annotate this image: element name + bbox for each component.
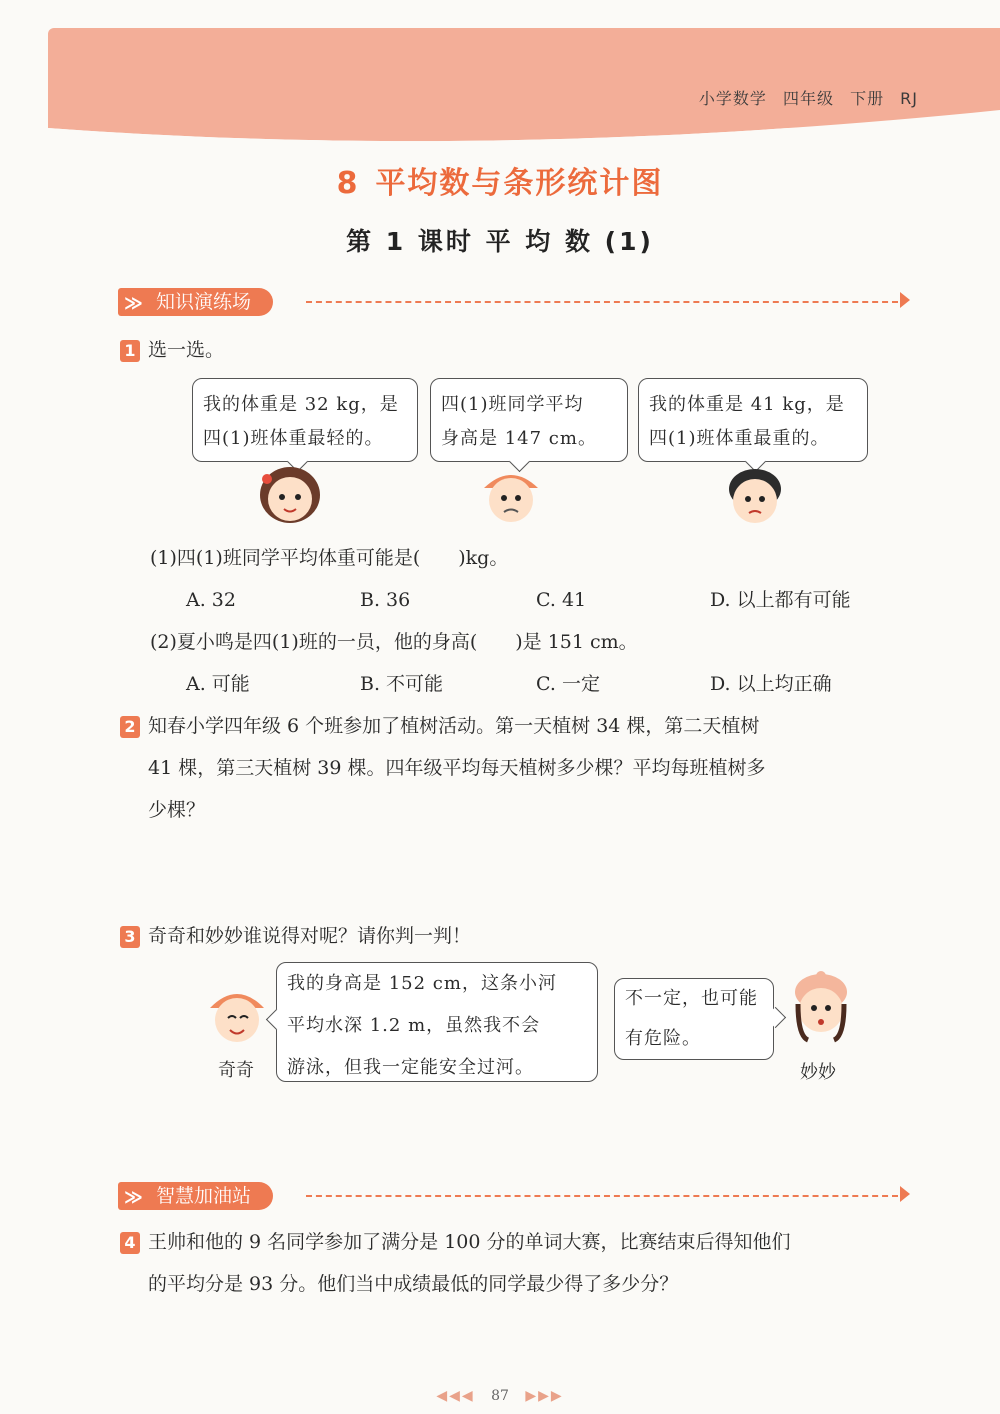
section-challenge-tag xyxy=(118,1182,273,1210)
question-2-line-1 xyxy=(120,706,759,746)
question-2-line-3: 少棵？ xyxy=(148,799,206,821)
section-divider-line xyxy=(306,301,898,303)
option-c[interactable]: C. 一定 xyxy=(536,673,600,695)
question-4-line-1 xyxy=(120,1222,791,1262)
bubble-line: 游泳，但我一定能安全过河。 xyxy=(287,1057,534,1078)
option-b[interactable]: B. 不可能 xyxy=(360,673,444,695)
boy-cap-cartoon-icon xyxy=(476,462,546,526)
speech-bubble-miaomiao xyxy=(614,978,774,1060)
bubble-line: 四(1)班体重最重的。 xyxy=(649,428,830,449)
question-1-part-1: (1)四(1)班同学平均体重可能是( )kg。 xyxy=(150,547,509,569)
question-text: 王帅和他的 9 名同学参加了满分是 100 分的单词大赛，比赛结束后得知他们 xyxy=(148,1231,791,1253)
arrow-right-icon xyxy=(900,292,910,308)
speech-bubble-boy xyxy=(430,378,628,462)
bubble-line: 我的体重是 32 kg，是 xyxy=(203,394,399,415)
section-challenge-label: 智慧加油站 xyxy=(156,1185,252,1207)
page-footer xyxy=(0,1388,1000,1404)
bubble-line: 四(1)班同学平均 xyxy=(441,394,584,415)
bubble-line: 有危险。 xyxy=(625,1028,701,1049)
section-divider-line xyxy=(306,1195,898,1197)
running-figure-icon: ≫ xyxy=(124,1187,143,1208)
question-number-badge: 3 xyxy=(120,926,140,948)
question-text: 知春小学四年级 6 个班参加了植树活动。第一天植树 34 棵，第二天植树 xyxy=(148,715,760,737)
speech-bubble-boy2 xyxy=(638,378,868,462)
page-number: 87 xyxy=(491,1388,509,1404)
option-a[interactable]: A. 可能 xyxy=(186,673,250,695)
question-number-badge: 2 xyxy=(120,716,140,738)
question-text: 选一选。 xyxy=(148,339,225,361)
boy-cartoon-icon xyxy=(722,465,788,527)
question-number-badge: 1 xyxy=(120,340,140,362)
bubble-line: 我的身高是 152 cm，这条小河 xyxy=(287,973,557,994)
section-practice-tag xyxy=(118,288,273,316)
book-series-label: 小学数学 四年级 下册 RJ xyxy=(698,89,918,108)
lesson-title: 第 1 课时 平 均 数 (1) xyxy=(346,227,654,256)
chapter-title xyxy=(0,158,1000,202)
section-practice-bar xyxy=(118,288,918,318)
question-2-line-2: 41 棵，第三天植树 39 棵。四年级平均每天植树多少棵？平均每班植树多 xyxy=(148,757,766,779)
option-c[interactable]: C. 41 xyxy=(536,589,587,611)
bubble-line: 身高是 147 cm。 xyxy=(441,428,597,449)
decorative-triangles-icon: ▶▶▶ xyxy=(525,1388,564,1404)
section-practice-label: 知识演练场 xyxy=(156,291,252,313)
bubble-line: 四(1)班体重最轻的。 xyxy=(203,428,384,449)
header-wave xyxy=(48,70,1000,150)
decorative-triangles-icon: ◀◀◀ xyxy=(436,1388,475,1404)
chapter-name: 平均数与条形统计图 xyxy=(375,166,664,201)
speech-bubble-qiqi xyxy=(276,962,598,1082)
character-name-miaomiao: 妙妙 xyxy=(800,1062,836,1083)
chapter-number: 8 xyxy=(336,166,360,201)
qiqi-cartoon-icon xyxy=(204,980,270,1046)
option-d[interactable]: D. 以上均正确 xyxy=(710,673,832,695)
option-d[interactable]: D. 以上都有可能 xyxy=(710,589,851,611)
question-number-badge: 4 xyxy=(120,1232,140,1254)
speech-bubble-girl xyxy=(192,378,418,462)
question-4-line-2: 的平均分是 93 分。他们当中成绩最低的同学最少得了多少分？ xyxy=(148,1273,679,1295)
girl-cartoon-icon xyxy=(255,465,325,527)
question-text: 奇奇和妙妙谁说得对呢？请你判一判！ xyxy=(148,925,472,947)
option-a[interactable]: A. 32 xyxy=(186,589,236,611)
bubble-line: 不一定，也可能 xyxy=(625,988,758,1009)
question-3-prompt xyxy=(120,916,471,956)
arrow-right-icon xyxy=(900,1186,910,1202)
bubble-line: 平均水深 1.2 m，虽然我不会 xyxy=(287,1015,541,1036)
option-b[interactable]: B. 36 xyxy=(360,589,411,611)
bubble-line: 我的体重是 41 kg，是 xyxy=(649,394,845,415)
character-name-qiqi: 奇奇 xyxy=(218,1060,254,1081)
running-figure-icon: ≫ xyxy=(124,293,143,314)
question-1-part-2: (2)夏小鸣是四(1)班的一员，他的身高( )是 151 cm。 xyxy=(150,631,638,653)
section-challenge-bar xyxy=(118,1182,918,1212)
miaomiao-cartoon-icon xyxy=(788,970,854,1050)
question-1-prompt xyxy=(120,330,224,370)
